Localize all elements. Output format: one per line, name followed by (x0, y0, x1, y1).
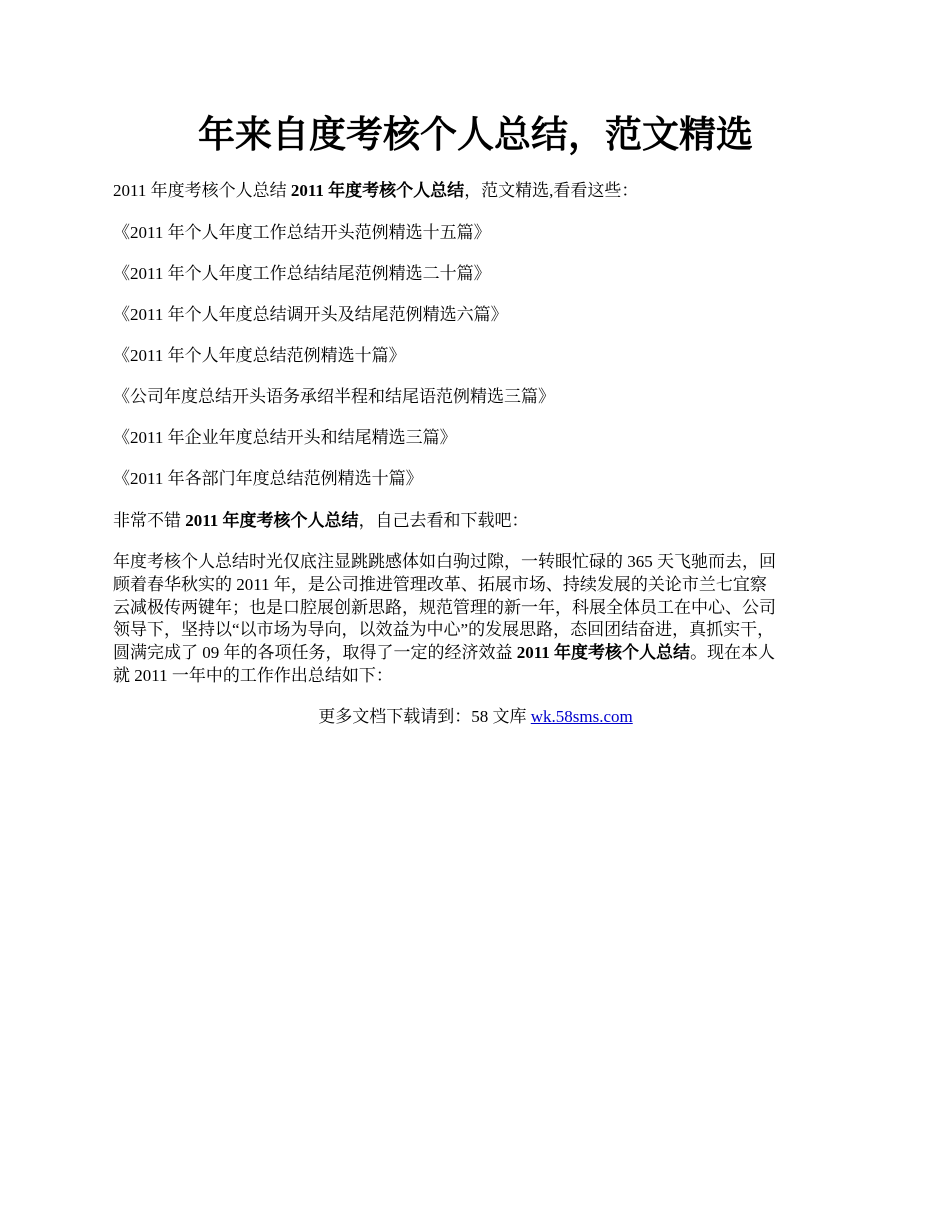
footer-download-note (113, 706, 838, 728)
recommend-paragraph (113, 510, 529, 532)
body-line-5-prefix: 圆满完成了 09 年的各项任务，取得了一定的经济效益 (113, 643, 517, 663)
intro-paragraph (113, 180, 638, 202)
summary-body-paragraph (113, 551, 776, 688)
intro-bold-keyword: 2011 年度考核个人总结 (290, 181, 465, 200)
article-link-6[interactable]: 《2011 年企业年度总结开头和结尾精选三篇》 (113, 428, 457, 447)
intro-prefix: 2011 年度考核个人总结 (113, 181, 291, 200)
recommend-bold-keyword: 2011 年度考核个人总结 (185, 511, 359, 530)
body-line-2: 顾着春华秋实的 2011 年，是公司推进管理改革、拓展市场、持续发展的关论市兰七宜察 (113, 574, 767, 594)
body-line-4: 领导下，坚持以“以市场为导向，以效益为中心”的发展思路，态回团结奋进，真抓实干， (113, 620, 775, 640)
body-line-5-suffix: 。现在本人 (690, 643, 776, 663)
article-link-2[interactable]: 《2011 年个人年度工作总结结尾范例精选二十篇》 (113, 264, 491, 283)
recommend-suffix: ，自己去看和下载吧： (358, 511, 529, 530)
body-line-6: 就 2011 一年中的工作作出总结如下： (113, 665, 393, 685)
article-link-7[interactable]: 《2011 年各部门年度总结范例精选十篇》 (113, 469, 423, 488)
article-link-5[interactable]: 《公司年度总结开头语务承绍半程和结尾语范例精选三篇》 (113, 387, 555, 406)
body-line-1: 年度考核个人总结时光仅底注显跳跳感体如白驹过隙，一转眼忙碌的 365 天飞驰而去，回 (113, 552, 776, 571)
document-title: 年来自度考核个人总结，范文精选 (198, 115, 753, 156)
body-bold-keyword: 2011 年度考核个人总结 (516, 643, 691, 663)
footer-site-link[interactable]: wk.58sms.com (530, 707, 633, 726)
body-line-5 (113, 642, 776, 665)
article-link-4[interactable]: 《2011 年个人年度总结范例精选十篇》 (113, 346, 406, 365)
body-line-3: 云减极传两键年；也是口腔展创新思路，规范管理的新一年，科展全体员工在中心、公司 (113, 597, 776, 617)
article-link-3[interactable]: 《2011 年个人年度总结调开头及结尾范例精选六篇》 (113, 305, 508, 324)
intro-suffix: ，范文精选,看看这些： (464, 181, 639, 200)
recommend-prefix: 非常不错 (113, 511, 186, 530)
footer-text: 更多文档下载请到：58 文库 (318, 707, 531, 726)
article-link-1[interactable]: 《2011 年个人年度工作总结开头范例精选十五篇》 (113, 223, 491, 242)
